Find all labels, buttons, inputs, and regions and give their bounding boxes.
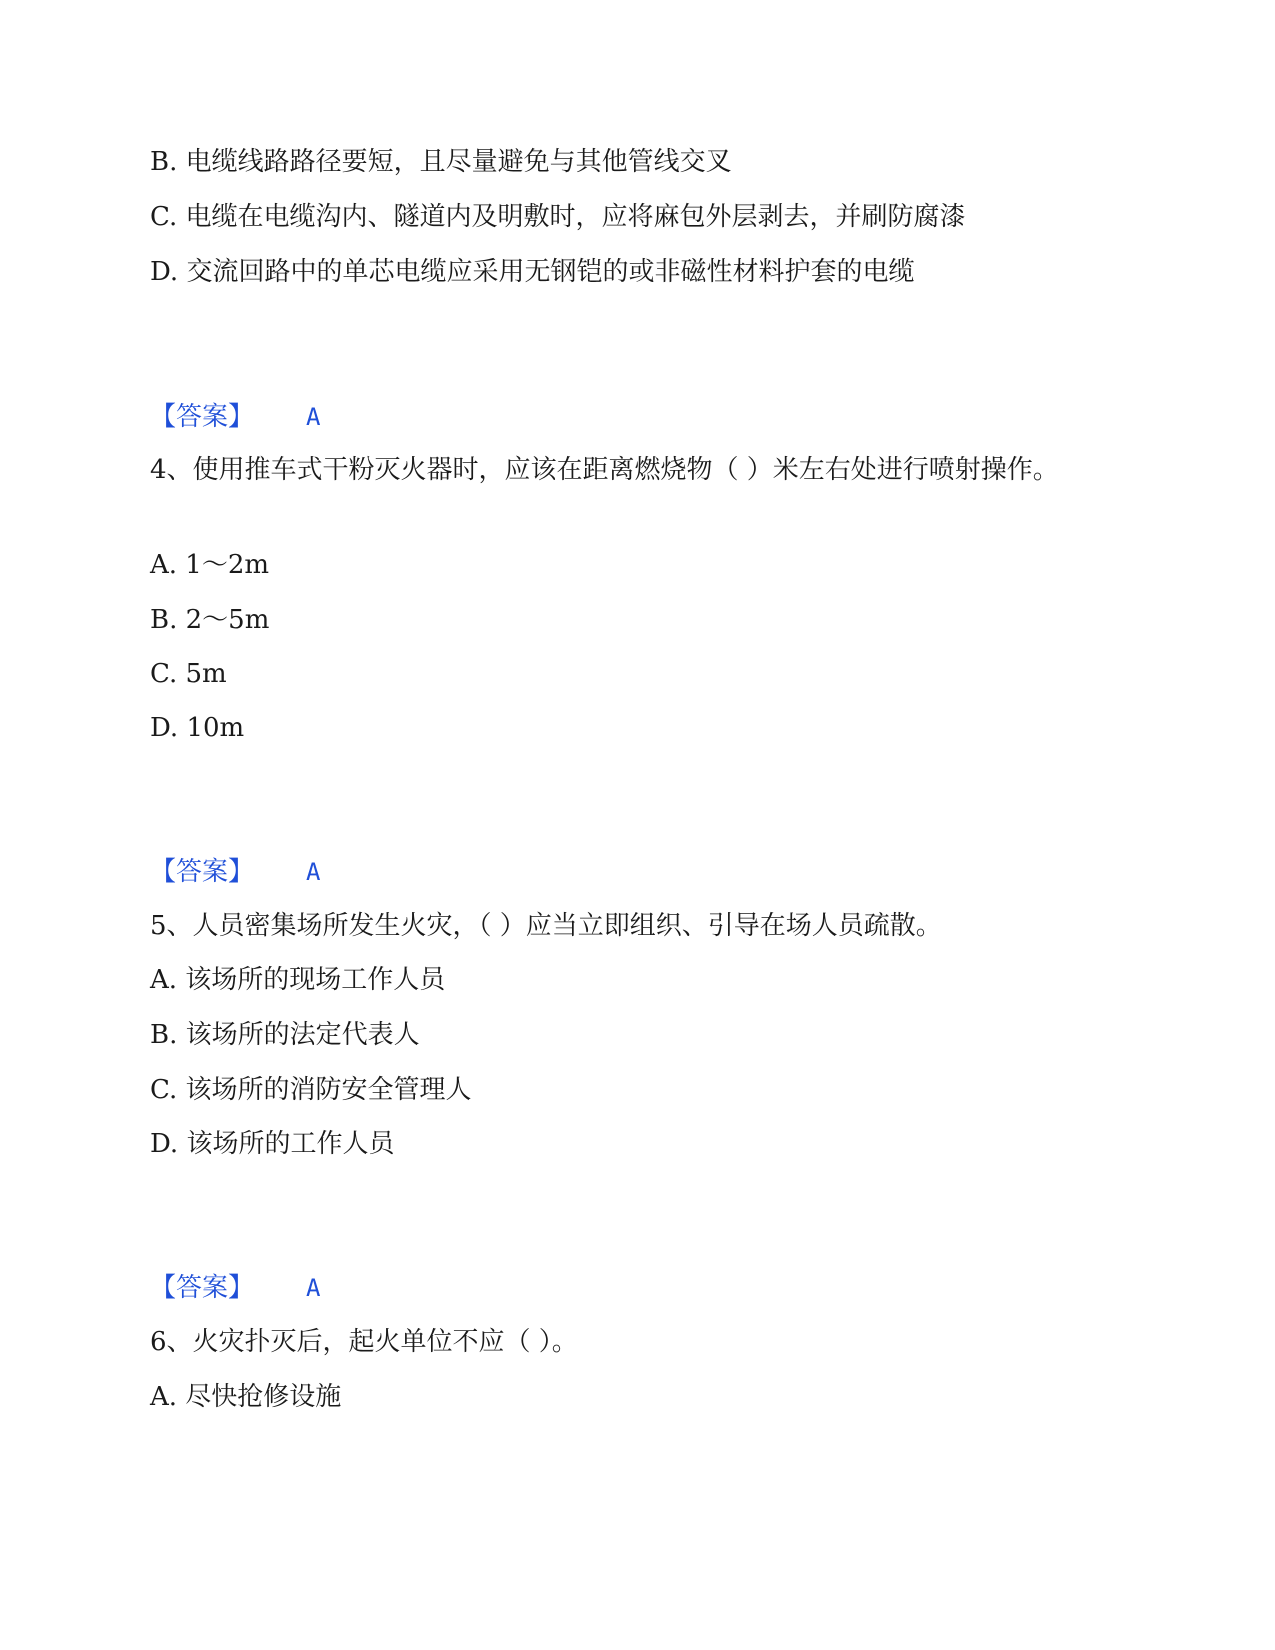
- q4-question: 4、使用推车式干粉灭火器时，应该在距离燃烧物（ ）米左右处进行喷射操作。: [150, 455, 1059, 485]
- q3-option-c: C. 电缆在电缆沟内、隧道内及明敷时，应将麻包外层剥去，并刷防腐漆: [150, 202, 966, 232]
- q6-question: 6、火灾扑灭后，起火单位不应（ ）。: [150, 1327, 578, 1357]
- q5-answer-value: A: [306, 1274, 321, 1302]
- q4-option-c: C. 5m: [150, 659, 227, 689]
- q4-option-a: A. 1～2m: [150, 550, 270, 580]
- q4-answer: [150, 855, 320, 889]
- q5-answer-label: 【答案】: [150, 1273, 255, 1303]
- q4-option-d: D. 10m: [150, 713, 245, 743]
- q3-option-b: B. 电缆线路路径要短，且尽量避免与其他管线交叉: [150, 147, 732, 177]
- q4-answer-label: 【答案】: [150, 857, 255, 887]
- q5-option-b: B. 该场所的法定代表人: [150, 1020, 420, 1050]
- q3-option-d: D. 交流回路中的单芯电缆应采用无钢铠的或非磁性材料护套的电缆: [150, 257, 915, 287]
- q5-answer: [150, 1271, 320, 1305]
- q3-answer-label: 【答案】: [150, 402, 255, 432]
- q5-option-a: A. 该场所的现场工作人员: [150, 965, 446, 995]
- q4-option-b: B. 2～5m: [150, 605, 270, 635]
- q5-option-d: D. 该场所的工作人员: [150, 1129, 395, 1159]
- q3-answer: [150, 400, 320, 434]
- q4-answer-value: A: [306, 858, 321, 886]
- q5-option-c: C. 该场所的消防安全管理人: [150, 1075, 472, 1105]
- q6-option-a: A. 尽快抢修设施: [150, 1382, 342, 1412]
- q3-answer-value: A: [306, 403, 321, 431]
- q5-question: 5、人员密集场所发生火灾，（ ）应当立即组织、引导在场人员疏散。: [150, 911, 942, 941]
